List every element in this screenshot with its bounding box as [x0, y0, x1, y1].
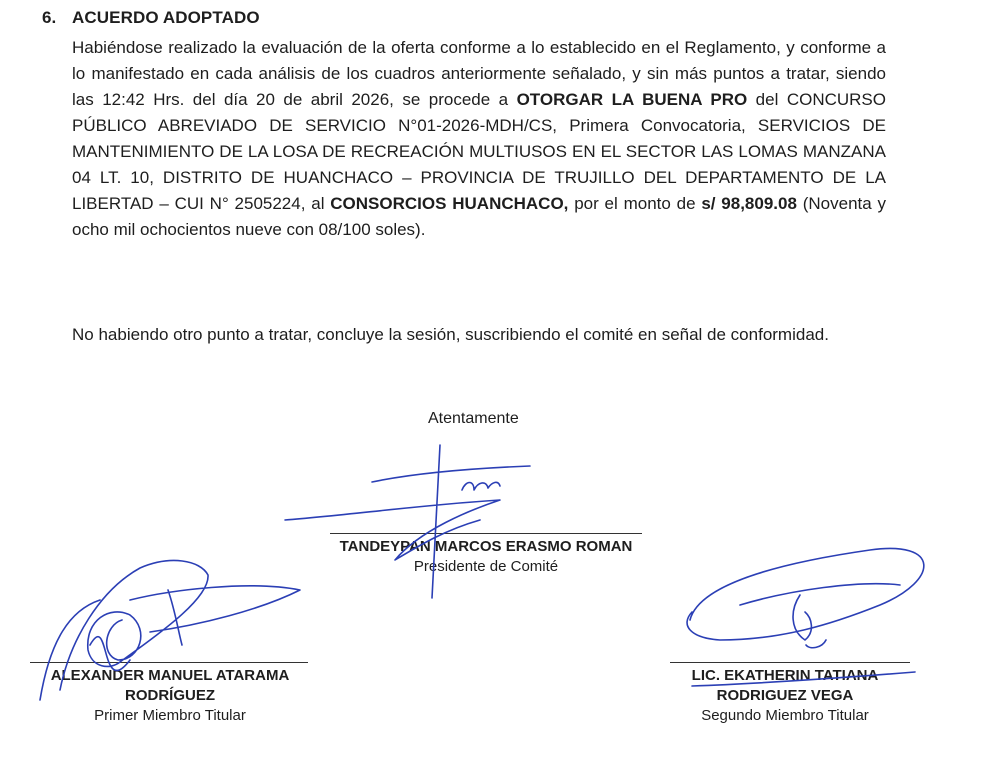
- second-member-name-line2: RODRIGUEZ VEGA: [716, 687, 854, 704]
- award-amount: s/ 98,809.08: [701, 194, 797, 213]
- section-heading: [42, 8, 260, 28]
- first-member-name-line2: RODRÍGUEZ: [125, 687, 215, 704]
- president-role: Presidente de Comité: [413, 558, 559, 575]
- text-segment: Habiéndose realizado la evaluación de la oferta conforme a lo establecido en el Reglamento, y conforme a lo manifestado en cada análisis de los cuadros anteriormente señalado, y sin más puntos a tratar, siendo las 12:42 Hrs. del día 20 de abril 2026, se procede a: [72, 38, 886, 109]
- text-segment: (Noventa y ocho mil ochocientos nueve con 08/100 soles).: [72, 194, 887, 239]
- second-member-signature-line: [670, 662, 910, 663]
- president-name: TANDEYPAN MARCOS ERASMO ROMAN: [339, 538, 633, 555]
- first-member-signature-line: [30, 662, 308, 663]
- text-segment: por el monto de: [568, 194, 702, 213]
- closing-paragraph: No habiendo otro punto a tratar, concluye la sesión, suscribiendo el comité en señal de conformidad.: [72, 325, 829, 344]
- second-member-role: Segundo Miembro Titular: [701, 707, 869, 724]
- section-number: 6.: [42, 8, 57, 27]
- president-signature-line: [330, 533, 642, 534]
- first-member-name-line1: ALEXANDER MANUEL ATARAMA: [50, 667, 290, 684]
- section-title: ACUERDO ADOPTADO: [72, 8, 260, 27]
- award-phrase: OTORGAR LA BUENA PRO: [516, 90, 748, 109]
- second-member-name-line1: LIC. EKATHERIN TATIANA: [691, 667, 879, 684]
- closing-salutation: Atentamente: [428, 410, 519, 427]
- first-member-role: Primer Miembro Titular: [94, 707, 246, 724]
- agreement-paragraph: [72, 35, 886, 243]
- winner-name: CONSORCIOS HUANCHACO,: [330, 194, 569, 213]
- text-segment: del CONCURSO PÚBLICO ABREVIADO DE SERVICIO N°01-2026-MDH/CS, Primera Convocatoria, SERVICIOS DE MANTENIMIENTO DE LA LOSA DE RECREACIÓN MULTIUSOS EN EL SECTOR LAS LOMAS MANZANA 04 LT. 10, DISTRITO DE HUANCHACO – PROVINCIA DE TRUJILLO DEL DEPARTAMENTO DE LA LIBERTAD – CUI N° 2505224, al: [72, 90, 886, 213]
